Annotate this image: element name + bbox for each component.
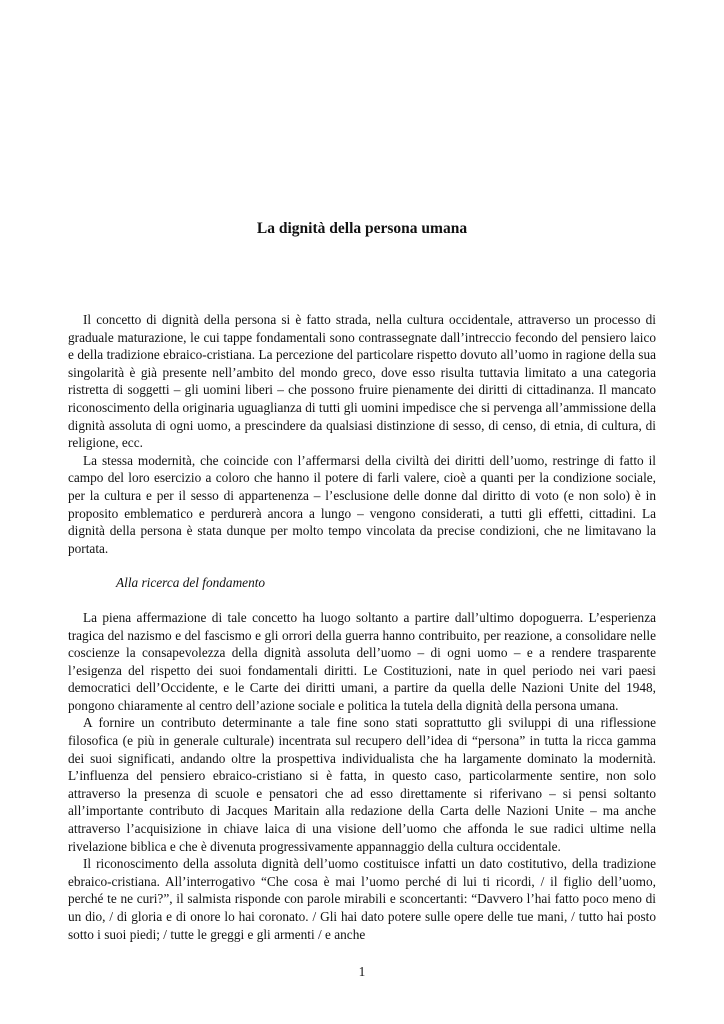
- paragraph: La piena affermazione di tale concetto ha luogo soltanto a partire dall’ultimo dopoguerra. L’esperienza tragica del nazismo e del fascismo e gli orrori della guerra hanno contribuito, per reazione, a consolidare nelle coscienze la consapevolezza della dignità assoluta dell’uomo – di ogni uomo – e a rendere trasparente l’esigenza del rispetto dei suoi fondamentali diritti. Le Costituzioni, nate in quel periodo nei vari paesi democratici dell’Occidente, e le Carte dei diritti umani, a partire da quella delle Nazioni Unite del 1948, pongono chiaramente al centro dell’azione sociale e politica la tutela della dignità della persona umana.: [68, 609, 656, 713]
- paragraph: Il riconoscimento della assoluta dignità dell’uomo costituisce infatti un dato costitutivo, della tradizione ebraico-cristiana. All’interrogativo “Che cosa è mai l’uomo perché di lui ti ricordi, / il figlio dell’uomo, perché te ne curi?”, il salmista risponde con parole mirabili e sconcertanti: “Davvero l’hai fatto poco meno di un dio, / di gloria e di onore lo hai coronato. / Gli hai dato potere sulle opere delle tue mani, / tutto hai posto sotto i suoi piedi; / tutte le greggi e gli armenti / e anche: [68, 856, 656, 942]
- paragraph: Il concetto di dignità della persona si è fatto strada, nella cultura occidentale, attraverso un processo di graduale maturazione, le cui tappe fondamentali sono contrassegnate dall’intreccio fecondo del pensiero laico e della tradizione ebraico-cristiana. La percezione del particolare rispetto dovuto all’uomo in ragione della sua singolarità è già presente nell’ambito del mondo greco, dove esso risulta tuttavia limitato a una categoria ristretta di soggetti – gli uomini liberi – che possono fruire pienamente dei diritti di cittadinanza. Il mancato riconoscimento della originaria uguaglianza di tutti gli uomini impedisce che si pervenga all’ammissione della dignità assoluta di ogni uomo, a prescindere da qualsiasi distinzione di sesso, di censo, di etnia, di cultura, di religione, ecc.: [68, 312, 656, 451]
- page-number: 1: [358, 964, 366, 979]
- paragraph: La stessa modernità, che coincide con l’affermarsi della civiltà dei diritti dell’uomo, restringe di fatto il campo del loro esercizio a coloro che hanno il potere di farli valere, cioè a quanti per la condizione sociale, per la cultura e per il sesso di appartenenza – l’esclusione delle donne dal diritto di voto (e non solo) è in proposito emblematico e perdurerà ancora a lungo – vengono considerati, a tutti gli effetti, cittadini. La dignità della persona è stata dunque per molto tempo vincolata da precise condizioni, che ne limitavano la portata.: [68, 452, 656, 556]
- paragraph: A fornire un contributo determinante a tale fine sono stati soprattutto gli sviluppi di una riflessione filosofica (e più in generale culturale) incentrata sul recupero dell’idea di “persona” in tutta la ricca gamma dei suoi significati, andando oltre la prospettiva individualista che ha largamente dominato la modernità. L’influenza del pensiero ebraico-cristiano si è fatta, in questo caso, particolarmente sentire, non solo attraverso la presenza di scuole e pensatori che ad esso direttamente si riferivano – si pensi soltanto all’importante contributo di Jacques Maritain alla redazione della Carta delle Nazioni Unite – ma anche attraverso l’acquisizione in chiave laica di una visione dell’uomo che affonda le sue radici ultime nella rivelazione biblica e che è divenuta progressivamente appannaggio della cultura occidentale.: [68, 715, 656, 854]
- document-title: La dignità della persona umana: [256, 220, 468, 237]
- section-heading: Alla ricerca del fondamento: [116, 575, 266, 591]
- document-body: [68, 311, 656, 943]
